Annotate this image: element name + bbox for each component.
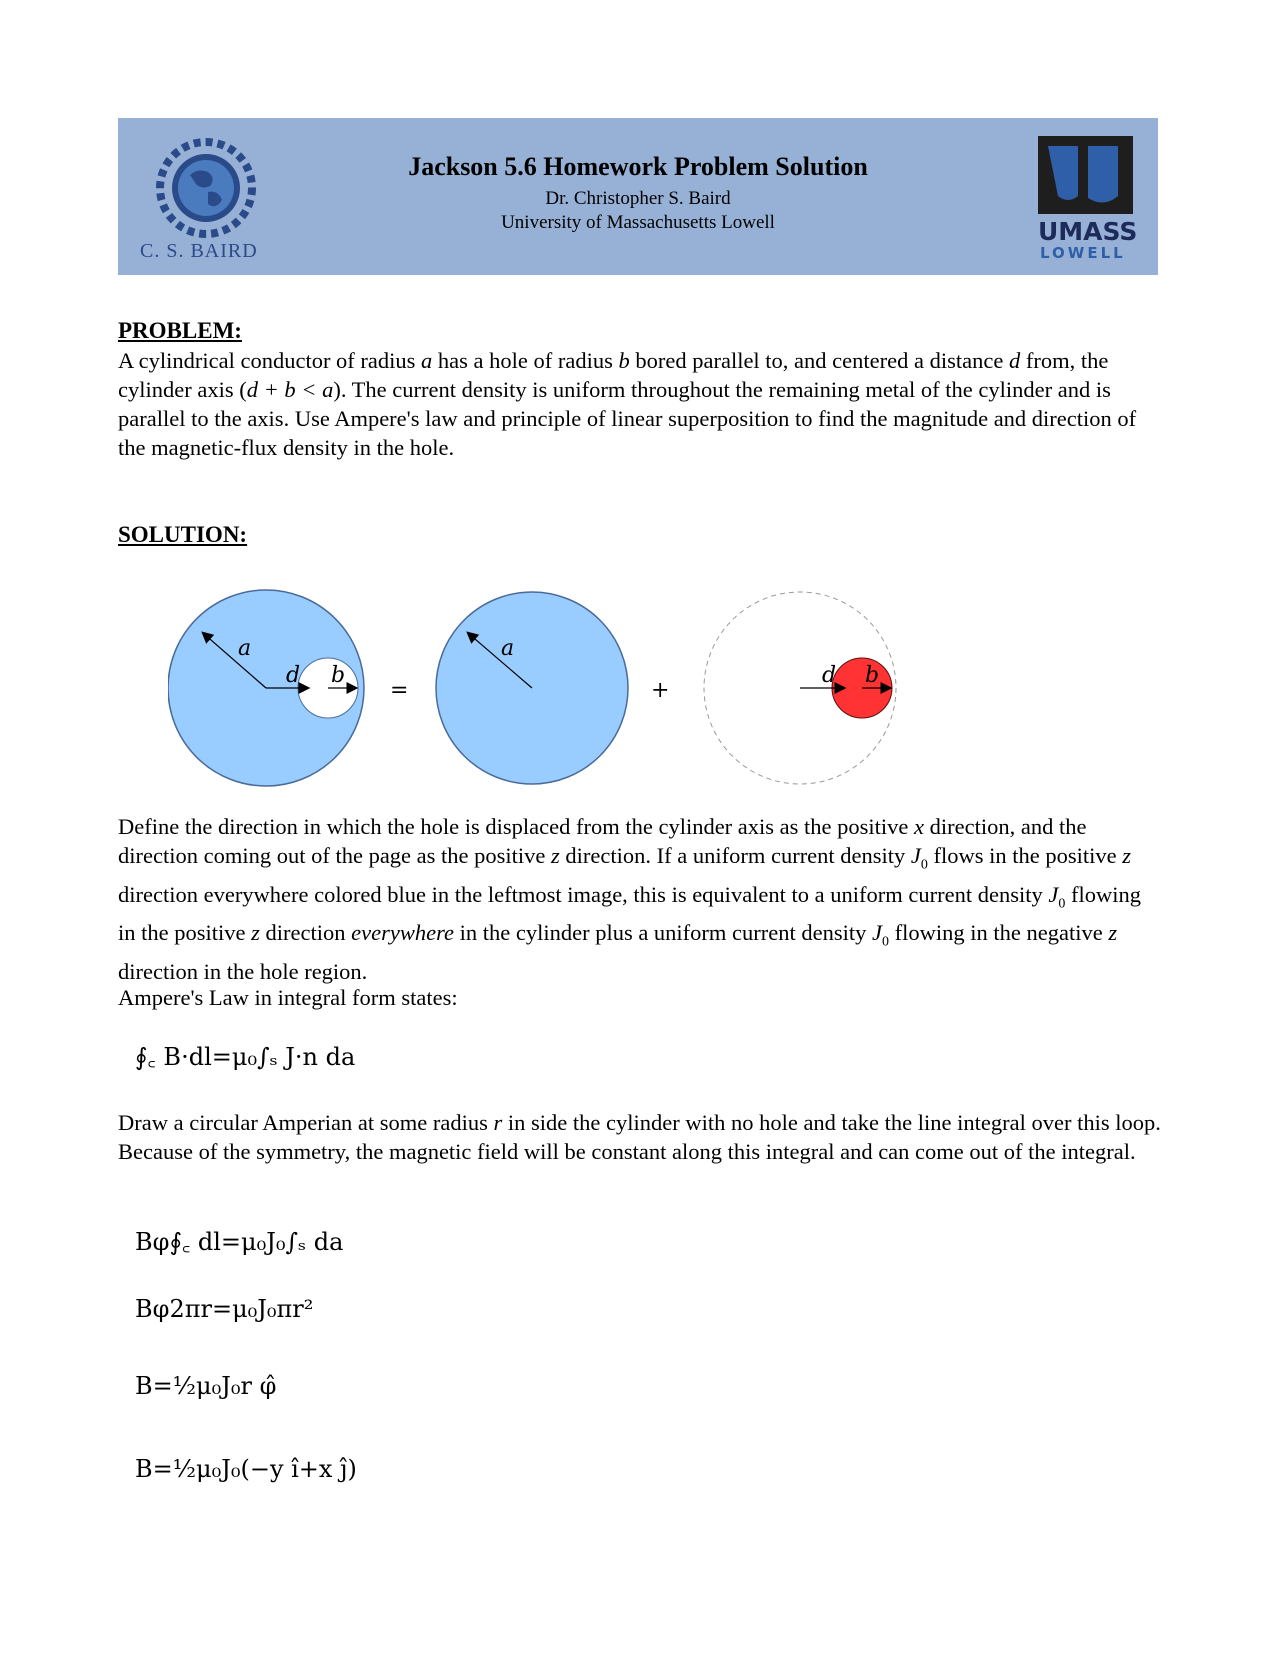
superposition-figure bbox=[168, 585, 948, 795]
solution-paragraph-3: Draw a circular Amperian at some radius r in side the cylinder with no hole and take the line integral over this loop. Because of the symmetry, the magnetic field will be constant along this integral and can come out of the integral. bbox=[118, 1110, 1161, 1164]
page-title: Jackson 5.6 Homework Problem Solution bbox=[408, 152, 868, 181]
equals-sign: = bbox=[390, 678, 409, 703]
institution: University of Massachusetts Lowell bbox=[501, 212, 775, 233]
logo-left-text: C. S. BAIRD bbox=[140, 240, 258, 262]
problem-text: A cylindrical conductor of radius a has a hole of radius b bored parallel to, and centered a distance d from, the cylinder axis (d + b < a). The current density is uniform throughout the remaining metal of the cylinder and is parallel to the axis. Use Ampere's law and principle of linear superposition to find the magnitude and direction of the magnetic-flux density in the hole. bbox=[118, 348, 1137, 460]
negative-hole-current bbox=[704, 592, 896, 784]
author: Dr. Christopher S. Baird bbox=[545, 188, 731, 209]
problem-heading: PROBLEM: bbox=[118, 318, 242, 343]
equation-circumference: Bφ2πr=μ₀J₀πr² bbox=[135, 1295, 314, 1323]
label-a-middle: a bbox=[501, 636, 515, 661]
label-a-left: a bbox=[238, 636, 252, 661]
logo-right-text-1: UMASS bbox=[1038, 217, 1138, 246]
solution-paragraph-2: Ampere's Law in integral form states: bbox=[118, 985, 458, 1010]
label-b-right: b bbox=[865, 663, 880, 688]
header-banner bbox=[118, 118, 1158, 275]
label-d-left: d bbox=[286, 663, 301, 688]
logo-right-text-2: LOWELL bbox=[1040, 244, 1126, 261]
equation-b-cartesian: B=½μ₀J₀(−y î+x ĵ) bbox=[135, 1455, 357, 1483]
solution-heading: SOLUTION: bbox=[118, 522, 248, 547]
plus-sign: + bbox=[651, 678, 670, 703]
full-cylinder bbox=[436, 592, 628, 784]
equation-line-integral: Bφ∮꜀ dl=μ₀J₀∫ₛ da bbox=[135, 1228, 344, 1256]
umass-lowell-logo bbox=[1038, 136, 1148, 261]
cylinder-with-hole bbox=[168, 590, 364, 786]
equation-b-phi: B=½μ₀J₀r φ̂ bbox=[135, 1372, 277, 1400]
solution-paragraph-1: Define the direction in which the hole is displaced from the cylinder axis as the positive x direction, and the direction coming out of the page as the positive z direction. If a uniform current density $J_0$ flows in the positive z direction everywhere colored blue in the leftmost image, this is equivalent to a uniform current density $J_0$ flowing in the positive z direction everywhere in the cylinder plus a uniform current density $J_0$ flowing in the negative z direction in the hole region. bbox=[118, 814, 1141, 984]
equation-ampere-integral: ∮꜀ B·dl=μ₀∫ₛ J·n da bbox=[135, 1043, 356, 1071]
label-d-right: d bbox=[822, 663, 837, 688]
label-b-left: b bbox=[331, 663, 346, 688]
